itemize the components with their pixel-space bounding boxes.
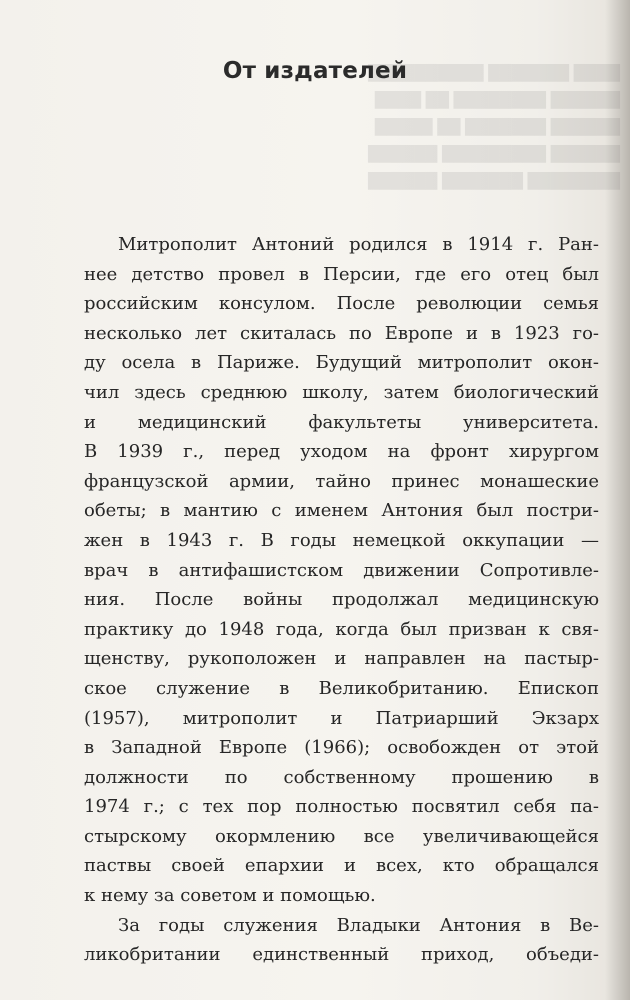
text-line: ликобритании единственный приход, объеди- (84, 944, 599, 966)
text-line: должности по собственному прошению в (84, 766, 599, 788)
text-line: практику до 1948 года, когда был призван к свя- (84, 618, 599, 640)
text-line: французской армии, тайно принес монашеские (84, 470, 599, 492)
text-line: За годы служения Владыки Антония в Ве- (118, 914, 599, 936)
text-line: ское служение в Великобританию. Епископ (84, 677, 599, 699)
text-line: несколько лет скиталась по Европе и в 1923 го- (84, 322, 599, 344)
text-line: чил здесь среднюю школу, затем биологический (84, 381, 599, 403)
text-line: паствы своей епархии и всех, кто обращался (84, 855, 599, 877)
text-line: российским консулом. После революции семья (84, 293, 599, 315)
text-line: Митрополит Антоний родился в 1914 г. Ран- (118, 234, 599, 255)
text-line: щенству, рукоположен и направлен на пастыр- (84, 648, 599, 670)
text-line: ния. После войны продолжал медицинскую (84, 589, 599, 611)
text-line: ду осела в Париже. Будущий митрополит окон- (84, 352, 599, 374)
text-line: В 1939 г., перед уходом на фронт хирургом (84, 441, 599, 463)
text-line: жен в 1943 г. В годы немецкой оккупации — (84, 529, 599, 551)
body-text (84, 230, 599, 970)
text-line: и медицинский факультеты университета. (84, 411, 599, 433)
text-line: врач в антифашистском движении Сопротивле- (84, 559, 599, 581)
text-line: (1957), митрополит и Патриарший Экзарх (84, 707, 599, 729)
bleed-through-text: ████ ███████ ██████████ ██████ ████████ ██ ████ ██████ ███████ ██ █████ ██████ █████████ ██████ ████████ ███████ ██████ (368, 64, 620, 190)
text-line: нее детство провел в Персии, где его отец был (84, 263, 599, 285)
text-line: стырскому окормлению все увеличивающейся (84, 825, 599, 847)
section-title: От издателей (222, 58, 408, 84)
text-line: обеты; в мантию с именем Антония был постри- (84, 500, 599, 522)
text-line: в Западной Европе (1966); освобожден от этой (84, 737, 599, 759)
text-line: 1974 г.; с тех пор полностью посвятил себя па- (84, 796, 599, 818)
text-line: к нему за советом и помощью. (84, 885, 376, 907)
